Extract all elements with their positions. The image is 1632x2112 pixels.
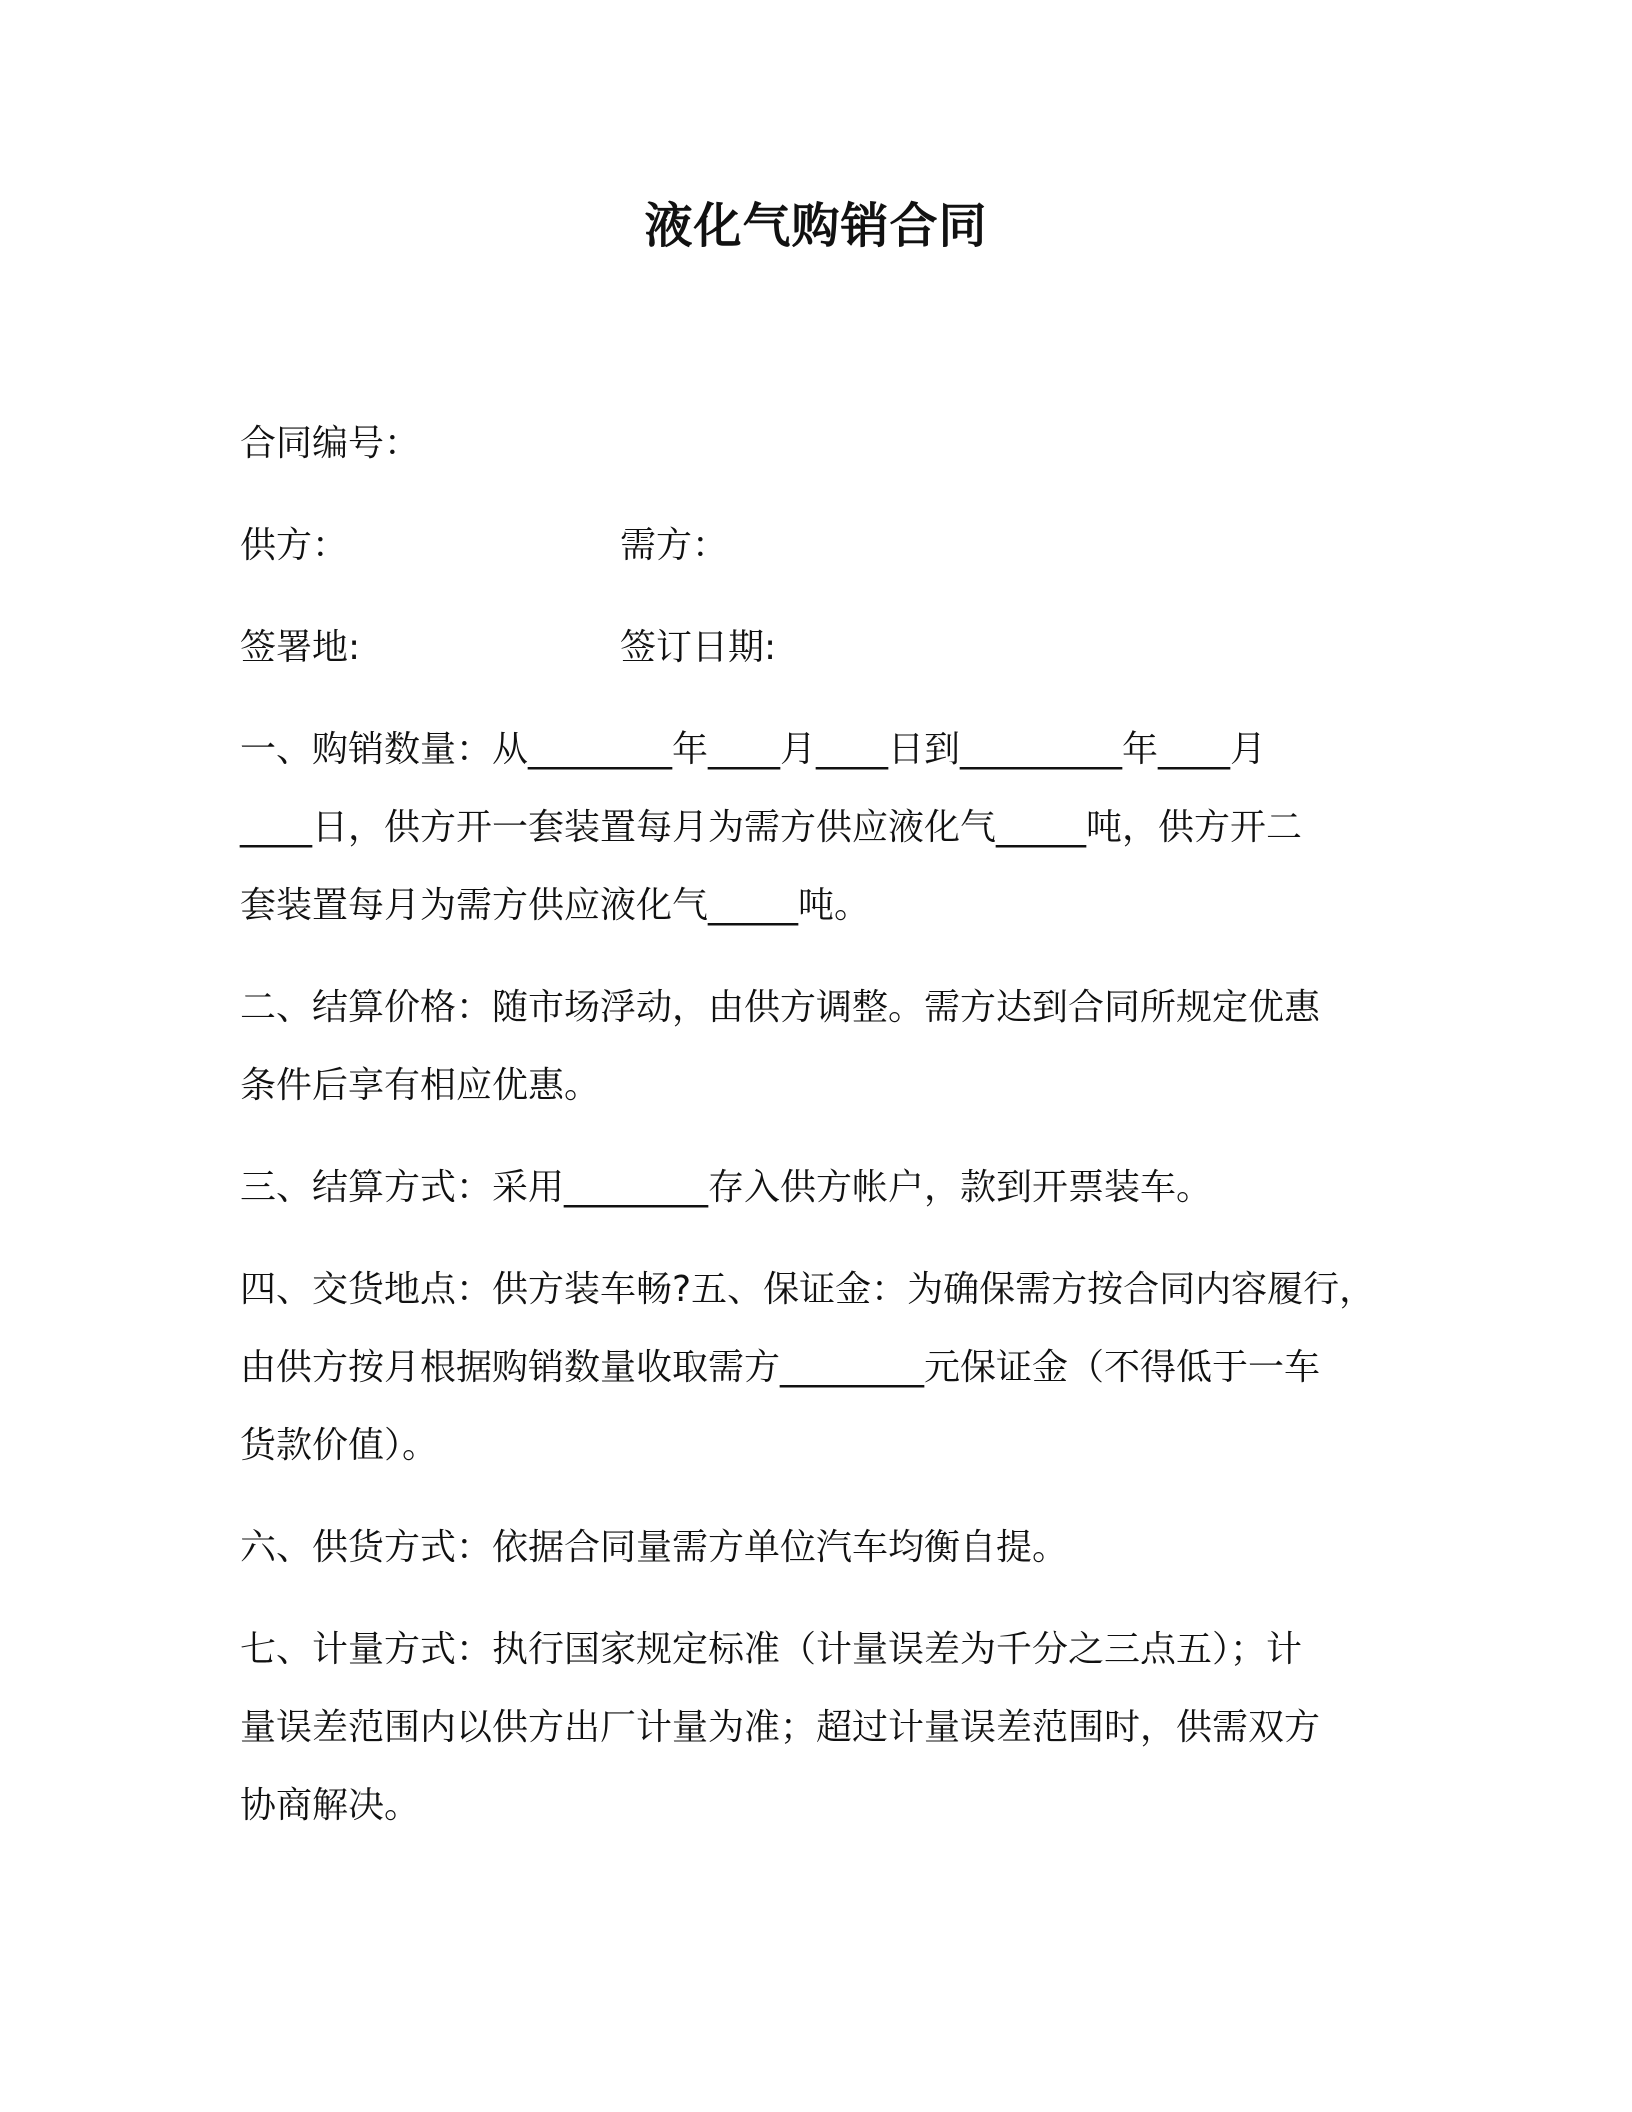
signing-date-label: 签订日期: <box>620 627 777 668</box>
clause-7-line-1: 七、计量方式：执行国家规定标准（计量误差为千分之三点五）；计 <box>240 1629 1303 1670</box>
clause-4-line-1: 四、交货地点：供方装车畅?五、保证金：为确保需方按合同内容履行， <box>240 1269 1376 1310</box>
clause-7-line-3: 协商解决。 <box>240 1785 421 1826</box>
clause-6-line-1: 六、供货方式：依据合同量需方单位汽车均衡自提。 <box>240 1527 1069 1568</box>
clause-4-line-3: 货款价值）。 <box>240 1425 439 1466</box>
document-title: 液化气购销合同 <box>644 198 988 254</box>
clause-7-line-2: 量误差范围内以供方出厂计量为准；超过计量误差范围时，供需双方 <box>240 1707 1321 1748</box>
clause-4-line-2: 由供方按月根据购销数量收取需方________元保证金（不得低于一车 <box>240 1347 1321 1388</box>
parties-line <box>240 522 1140 570</box>
clause-2-line-2: 条件后享有相应优惠。 <box>240 1065 601 1106</box>
clause-1-line-3: 套装置每月为需方供应液化气_____吨。 <box>240 885 871 926</box>
contract-number-line <box>240 420 420 468</box>
buyer-label: 需方： <box>620 525 729 566</box>
clause-2-line-1: 二、结算价格：随市场浮动，由供方调整。需方达到合同所规定优惠 <box>240 987 1321 1028</box>
signing-place-label: 签署地: <box>240 627 361 668</box>
signing-line <box>240 624 1140 672</box>
clause-3-line-1: 三、结算方式：采用________存入供方帐户，款到开票装车。 <box>240 1167 1213 1208</box>
clause-1-line-1: 一、购销数量：从________年____月____日到_________年____月 <box>240 729 1267 770</box>
clause-1-line-2: ____日，供方开一套装置每月为需方供应液化气_____吨，供方开二 <box>240 807 1303 848</box>
supplier-label: 供方： <box>240 525 349 566</box>
contract-number-label: 合同编号： <box>240 423 421 464</box>
